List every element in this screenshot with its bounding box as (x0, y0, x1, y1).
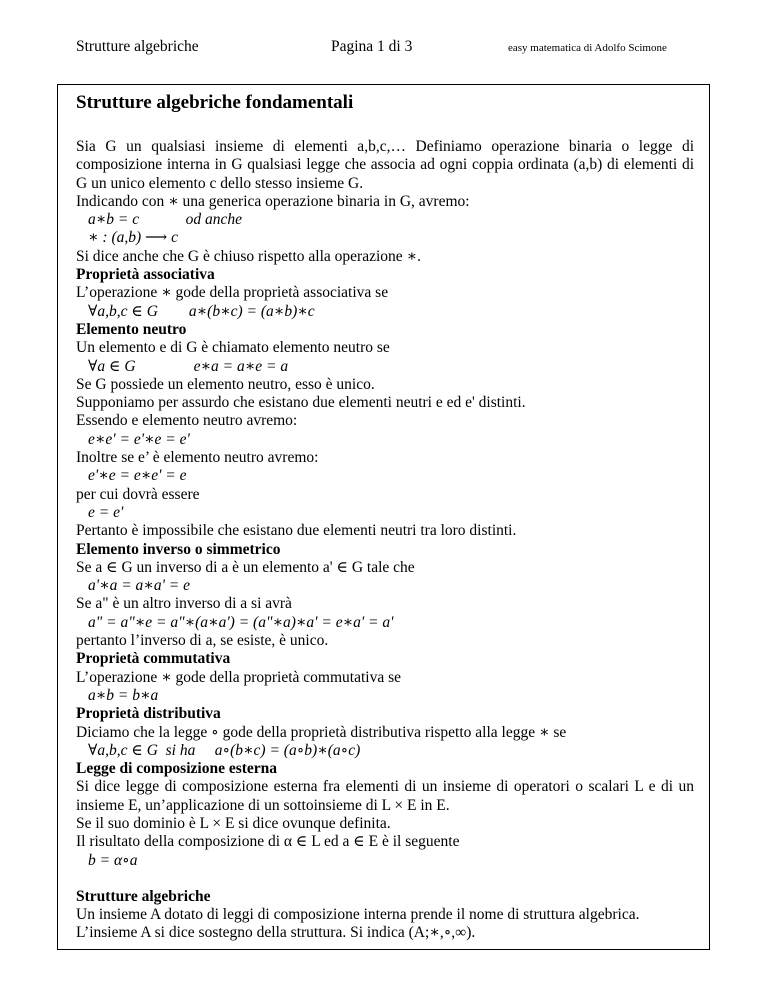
section-heading-strutture: Strutture algebriche (76, 887, 211, 905)
formula: a∗b = c od anche (88, 211, 243, 229)
section-heading-neutro: Elemento neutro (76, 320, 187, 338)
header-page-number: Pagina 1 di 3 (331, 38, 413, 55)
formula: ∗ : (a,b) ⟶ c (88, 229, 178, 247)
text-line: per cui dovrà essere (76, 485, 200, 503)
text-line: Un elemento e di G è chiamato elemento neutro se (76, 339, 390, 357)
text-line: Supponiamo per assurdo che esistano due elementi neutri e ed e' distinti. (76, 394, 526, 412)
formula: ∀a,b,c ∈ G a∗(b∗c) = (a∗b)∗c (88, 302, 315, 320)
text-line: Se G possiede un elemento neutro, esso è unico. (76, 375, 375, 393)
document-title: Strutture algebriche fondamentali (76, 92, 354, 113)
text-line: Inoltre se e’ è elemento neutro avremo: (76, 449, 319, 467)
text-line: Pertanto è impossibile che esistano due elementi neutri tra loro distinti. (76, 522, 517, 540)
text-line: Se a ∈ G un inverso di a è un elemento a' ∈ G tale che (76, 558, 415, 576)
formula: a" = a"∗e = a"∗(a∗a') = (a"∗a)∗a' = e∗a' = a' (88, 613, 394, 631)
section-heading-associativa: Proprietà associativa (76, 266, 215, 284)
text-line: Se il suo dominio è L × E si dice ovunque definita. (76, 814, 391, 832)
header-author: easy matematica di Adolfo Scimone (508, 42, 667, 54)
formula: e = e' (88, 503, 124, 521)
formula: a'∗a = a∗a' = e (88, 577, 190, 595)
section-heading-distributiva: Proprietà distributiva (76, 705, 221, 723)
text-line: L’insieme A si dice sostegno della struttura. Si indica (A;∗,∘,∞). (76, 924, 476, 942)
formula: b = α∘a (88, 851, 138, 869)
text-line: Un insieme A dotato di leggi di composizione interna prende il nome di struttura algebrica. (76, 906, 640, 924)
intro-paragraph: Sia G un qualsiasi insieme di elementi a,b,c,… Definiamo operazione binaria o legge di composizione interna in G qualsiasi legge che associa ad ogni coppia ordinata (a,b) di elementi di G un unico elemento c dello stesso insieme G. (76, 138, 694, 192)
text-line: Indicando con ∗ una generica operazione binaria in G, avremo: (76, 192, 470, 210)
text-line: L’operazione ∗ gode della proprietà associativa se (76, 284, 389, 302)
text-line: L’operazione ∗ gode della proprietà commutativa se (76, 668, 402, 686)
section-heading-commutativa: Proprietà commutativa (76, 650, 231, 668)
text-paragraph: Si dice legge di composizione esterna fra elementi di un insieme di operatori o scalari L e di un insieme E, un’applicazione di un sottoinsieme di L × E in E. (76, 778, 694, 814)
formula: ∀a,b,c ∈ G si ha a∘(b∗c) = (a∘b)∗(a∘c) (88, 741, 361, 759)
text-line: pertanto l’inverso di a, se esiste, è unico. (76, 632, 329, 650)
formula: e∗e' = e'∗e = e' (88, 430, 190, 448)
formula: a∗b = b∗a (88, 686, 159, 704)
section-heading-esterna: Legge di composizione esterna (76, 760, 278, 778)
text-line: Si dice anche che G è chiuso rispetto alla operazione ∗. (76, 247, 421, 265)
section-heading-inverso: Elemento inverso o simmetrico (76, 540, 281, 558)
header-left-title: Strutture algebriche (76, 38, 199, 55)
document-body (76, 92, 694, 943)
text-line: Se a" è un altro inverso di a si avrà (76, 595, 292, 613)
text-line: Il risultato della composizione di α ∈ L ed a ∈ E è il seguente (76, 833, 460, 851)
text-line: Essendo e elemento neutro avremo: (76, 412, 298, 430)
formula: ∀a ∈ G e∗a = a∗e = a (88, 357, 289, 375)
spacer (76, 870, 694, 888)
formula: e'∗e = e∗e' = e (88, 467, 187, 485)
text-line: Diciamo che la legge ∘ gode della proprietà distributiva rispetto alla legge ∗ se (76, 723, 567, 741)
